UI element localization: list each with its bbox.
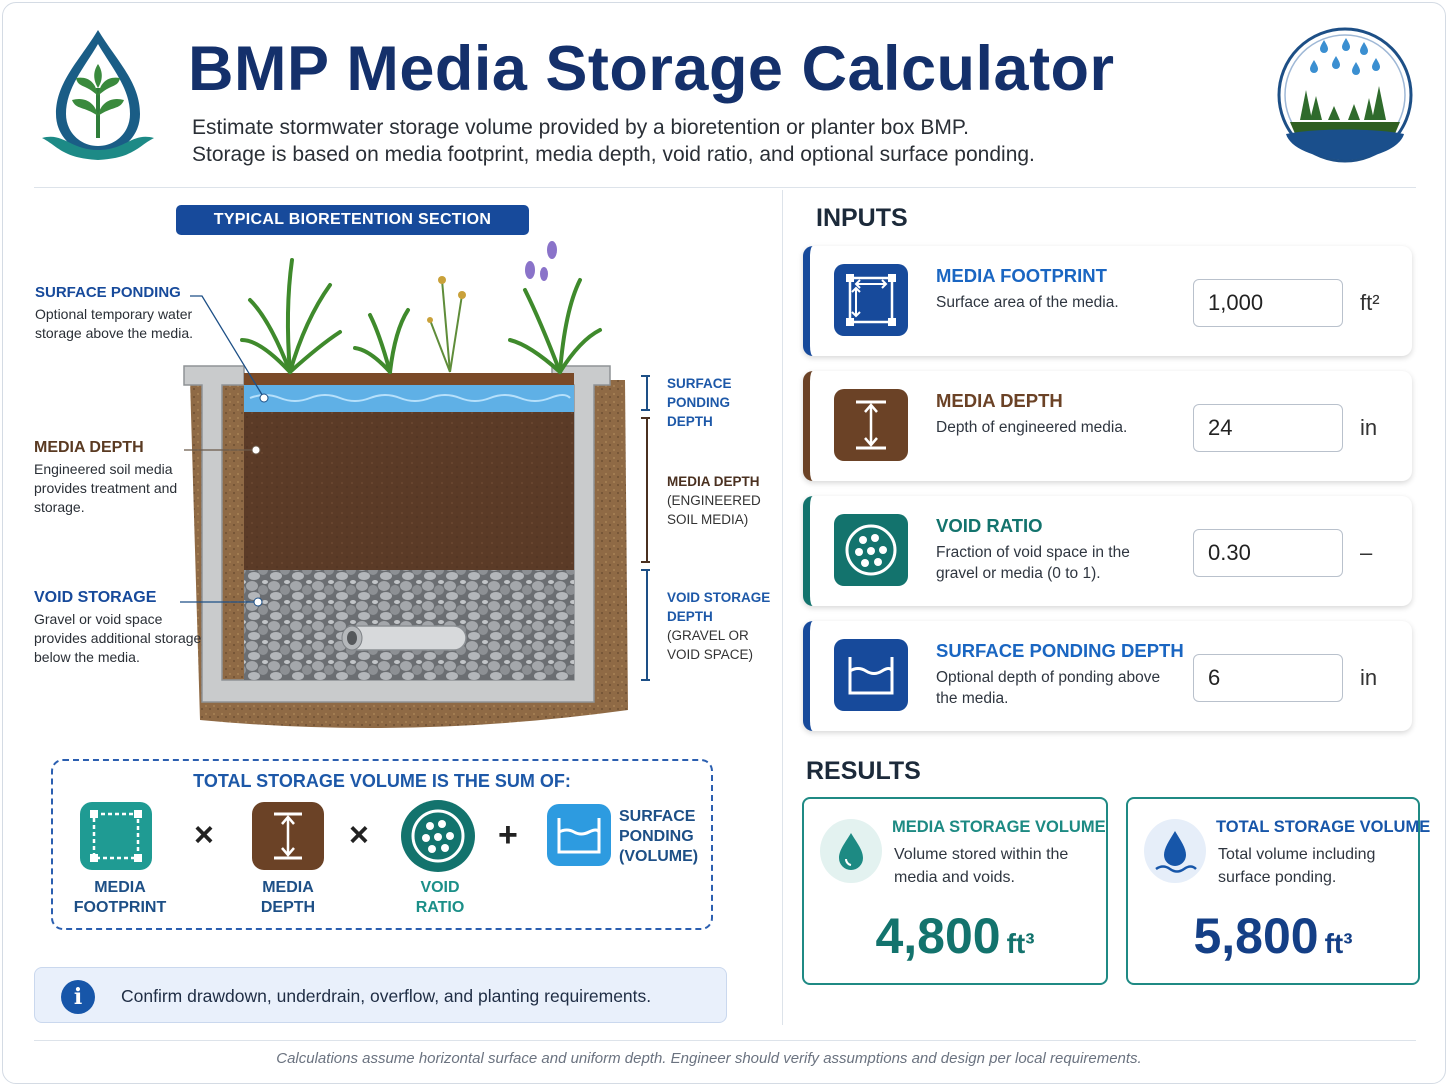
callout-title: MEDIA DEPTH <box>34 439 144 456</box>
ponding-icon <box>547 804 611 866</box>
dim-label-void <box>667 588 777 664</box>
input-unit: in <box>1360 665 1378 690</box>
result-title: TOTAL STORAGE VOLUME <box>1216 818 1431 836</box>
formula-box <box>51 759 713 930</box>
media-depth-input[interactable] <box>1193 404 1343 452</box>
inputs-heading: INPUTS <box>816 204 908 232</box>
result-unit: ft³ <box>1006 928 1035 959</box>
formula-label-void <box>385 878 495 918</box>
callout-text: Optional temporary water storage above the media. <box>35 306 193 341</box>
dim-title: MEDIA DEPTH <box>667 474 760 489</box>
formula-label-line: (VOLUME) <box>619 848 699 865</box>
page-title: BMP Media Storage Calculator <box>188 34 1115 104</box>
bioretention-section-diagram <box>180 240 650 740</box>
dim-sub: (ENGINEERED SOIL MEDIA) <box>667 493 761 527</box>
formula-label-line: SURFACE <box>619 808 696 825</box>
water-drop-icon <box>820 819 882 883</box>
formula-label-ponding <box>619 807 709 867</box>
callout-void-storage <box>34 588 204 667</box>
result-card-total-storage <box>1126 797 1431 985</box>
depth-icon <box>252 802 324 870</box>
result-unit: ft³ <box>1324 928 1353 959</box>
input-card-surface-ponding-depth <box>803 621 1412 731</box>
input-title: MEDIA DEPTH <box>936 390 1063 411</box>
input-card-void-ratio <box>803 496 1412 606</box>
void-ratio-input[interactable] <box>1193 529 1343 577</box>
footer-divider <box>34 1040 1416 1041</box>
section-label: TYPICAL BIORETENTION SECTION <box>176 205 529 235</box>
input-unit: in <box>1360 415 1378 440</box>
formula-label-line: MEDIA <box>94 879 146 896</box>
footprint-icon <box>80 802 152 870</box>
formula-label-line: PONDING <box>619 828 694 845</box>
footer-note: Calculations assume horizontal surface and uniform depth. Engineer should verify assumptions and design per local requirements. <box>276 1050 1142 1067</box>
depth-icon <box>834 389 908 461</box>
input-card-media-depth <box>803 371 1412 481</box>
formula-label-line: VOID <box>420 879 460 896</box>
info-icon: i <box>61 980 95 1014</box>
result-number: 5,800 <box>1193 908 1319 964</box>
surface-ponding-depth-input[interactable] <box>1193 654 1343 702</box>
result-number: 4,800 <box>875 908 1001 964</box>
water-drop-wave-icon <box>1144 819 1206 883</box>
callout-media-depth <box>34 438 204 517</box>
info-note <box>34 967 727 1023</box>
dim-label-ponding: SURFACE PONDING DEPTH <box>667 376 732 429</box>
formula-label-depth <box>233 878 343 918</box>
input-title: SURFACE PONDING DEPTH <box>936 640 1184 661</box>
multiply-operator: × <box>349 816 369 854</box>
dim-sub: (GRAVEL OR VOID SPACE) <box>667 628 754 662</box>
input-card-media-footprint <box>803 246 1412 356</box>
plus-operator: + <box>498 816 518 854</box>
input-unit: – <box>1360 540 1373 565</box>
void-ratio-icon <box>834 514 908 586</box>
formula-label-line: RATIO <box>415 899 465 916</box>
info-text: Confirm drawdown, underdrain, overflow, and planting requirements. <box>121 986 652 1006</box>
ponding-icon <box>834 639 908 711</box>
rain-planter-icon <box>1276 24 1414 166</box>
callout-text: Engineered soil media provides treatment and storage. <box>34 461 178 515</box>
callout-title: SURFACE PONDING <box>35 284 181 301</box>
input-title: MEDIA FOOTPRINT <box>936 265 1107 286</box>
media-footprint-input[interactable] <box>1193 279 1343 327</box>
formula-label-footprint <box>65 878 175 918</box>
water-drop-plant-icon <box>40 26 156 168</box>
formula-label-line: MEDIA <box>262 879 314 896</box>
results-heading: RESULTS <box>806 757 921 785</box>
subtitle-line-1: Estimate stormwater storage volume provided by a bioretention or planter box BMP. <box>192 116 969 139</box>
input-desc: Fraction of void space in the gravel or media (0 to 1). <box>936 544 1130 582</box>
callout-text: Gravel or void space provides additional storage below the media. <box>34 611 202 665</box>
media-storage-value <box>804 907 1106 965</box>
input-title: VOID RATIO <box>936 515 1043 536</box>
formula-label-line: DEPTH <box>260 899 316 916</box>
formula-label-line: FOOTPRINT <box>73 899 167 916</box>
header-divider <box>34 187 1416 188</box>
formula-title: TOTAL STORAGE VOLUME IS THE SUM OF: <box>193 771 571 791</box>
callout-surface-ponding <box>35 283 205 343</box>
input-unit: ft² <box>1360 290 1380 315</box>
result-card-media-storage <box>802 797 1108 985</box>
page-subtitle <box>192 114 1252 168</box>
footprint-icon <box>834 264 908 336</box>
void-ratio-icon <box>401 800 475 872</box>
callout-title: VOID STORAGE <box>34 589 157 606</box>
input-desc: Depth of engineered media. <box>936 419 1128 436</box>
column-divider <box>782 190 783 1025</box>
input-desc: Optional depth of ponding above the media. <box>936 669 1161 707</box>
dim-title: VOID STORAGE DEPTH <box>667 590 771 624</box>
dim-label-media <box>667 472 777 529</box>
result-desc: Total volume including surface ponding. <box>1218 846 1376 886</box>
result-title: MEDIA STORAGE VOLUME <box>892 818 1106 836</box>
total-storage-value <box>1128 907 1418 965</box>
result-desc: Volume stored within the media and voids. <box>894 846 1069 886</box>
multiply-operator: × <box>194 816 214 854</box>
subtitle-line-2: Storage is based on media footprint, media depth, void ratio, and optional surface ponding. <box>192 143 1035 166</box>
input-desc: Surface area of the media. <box>936 294 1119 311</box>
